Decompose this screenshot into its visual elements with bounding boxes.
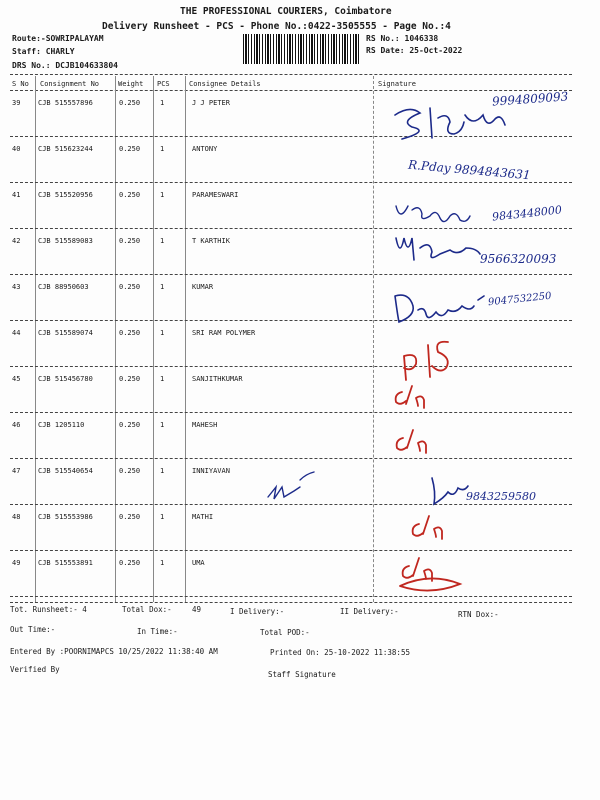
cell-weight: 0.250 bbox=[119, 329, 141, 337]
footer-rule bbox=[10, 602, 572, 603]
ii-delivery: II Delivery:- bbox=[340, 607, 399, 616]
cell-consignee: INNIYAVAN bbox=[192, 467, 230, 475]
cell-consignee: J J PETER bbox=[192, 99, 230, 107]
cell-weight: 0.250 bbox=[119, 513, 141, 521]
cell-pcs: 1 bbox=[160, 329, 165, 337]
cell-sno: 44 bbox=[12, 329, 21, 337]
cell-sno: 40 bbox=[12, 145, 21, 153]
staff-label: Staff: CHARLY bbox=[12, 47, 75, 56]
cell-weight: 0.250 bbox=[119, 283, 141, 291]
company-title: THE PROFESSIONAL COURIERS, Coimbatore bbox=[180, 6, 392, 17]
cell-consignee: KUMAR bbox=[192, 283, 214, 291]
printed-on: Printed On: 25-10-2022 11:38:55 bbox=[270, 648, 410, 657]
cell-weight: 0.250 bbox=[119, 191, 141, 199]
cell-sno: 41 bbox=[12, 191, 21, 199]
cell-weight: 0.250 bbox=[119, 237, 141, 245]
cell-consignment: CJB 515589083 bbox=[38, 237, 93, 245]
runsheet-subtitle: Delivery Runsheet - PCS - Phone No.:0422-3505555 - Page No.:4 bbox=[102, 21, 451, 32]
cell-consignment: CJB 1205110 bbox=[38, 421, 85, 429]
cell-pcs: 1 bbox=[160, 237, 165, 245]
total-dox-value: 49 bbox=[192, 605, 202, 614]
cell-weight: 0.250 bbox=[119, 421, 141, 429]
route-label: Route:-SOWRIPALAYAM bbox=[12, 34, 104, 43]
cell-sno: 43 bbox=[12, 283, 21, 291]
col-header-consignment: Consignment No bbox=[40, 80, 100, 88]
cell-weight: 0.250 bbox=[119, 145, 141, 153]
cell-sno: 39 bbox=[12, 99, 21, 107]
handwritten-phone: 9566320093 bbox=[480, 252, 557, 266]
cell-pcs: 1 bbox=[160, 467, 165, 475]
rs-number: RS No.: 1046338 bbox=[366, 34, 439, 43]
cell-consignee: PARAMESWARI bbox=[192, 191, 239, 199]
cell-consignment: CJB 515456780 bbox=[38, 375, 93, 383]
handwritten-phone: 9994809093 bbox=[491, 89, 569, 109]
cell-sno: 49 bbox=[12, 559, 21, 567]
handwritten-phone: 9843448000 bbox=[491, 203, 563, 224]
cell-consignment: CJB 515553986 bbox=[38, 513, 93, 521]
cell-pcs: 1 bbox=[160, 513, 165, 521]
col-header-consignee: Consignee Details bbox=[189, 80, 261, 88]
cell-consignment: CJB 515540654 bbox=[38, 467, 93, 475]
rs-date: RS Date: 25-Oct-2022 bbox=[366, 46, 463, 55]
tot-runsheet: Tot. Runsheet:- 4 bbox=[10, 605, 87, 614]
cell-consignment: CJB 515589074 bbox=[38, 329, 93, 337]
cell-consignee: MAHESH bbox=[192, 421, 218, 429]
cell-consignee: T KARTHIK bbox=[192, 237, 230, 245]
cell-consignee: SRI RAM POLYMER bbox=[192, 329, 256, 337]
cell-sno: 48 bbox=[12, 513, 21, 521]
cell-sno: 47 bbox=[12, 467, 21, 475]
cell-weight: 0.250 bbox=[119, 99, 141, 107]
cell-weight: 0.250 bbox=[119, 375, 141, 383]
cell-consignment: CJB 515520956 bbox=[38, 191, 93, 199]
total-pod: Total POD:- bbox=[260, 628, 310, 637]
cell-consignment: CJB 515553891 bbox=[38, 559, 93, 567]
col-header-pcs: PCS bbox=[157, 80, 170, 88]
cell-consignment: CJB 88950603 bbox=[38, 283, 89, 291]
cell-sno: 45 bbox=[12, 375, 21, 383]
cell-weight: 0.250 bbox=[119, 559, 141, 567]
staff-signature-label: Staff Signature bbox=[268, 670, 336, 679]
total-dox-label: Total Dox:- bbox=[122, 605, 172, 614]
cell-consignment: CJB 515557896 bbox=[38, 99, 93, 107]
cell-weight: 0.250 bbox=[119, 467, 141, 475]
cell-pcs: 1 bbox=[160, 99, 165, 107]
cell-pcs: 1 bbox=[160, 559, 165, 567]
cell-pcs: 1 bbox=[160, 145, 165, 153]
verified-by: Verified By bbox=[10, 665, 60, 674]
in-time: In Time:- bbox=[137, 627, 178, 636]
rtn-dox: RTN Dox:- bbox=[458, 610, 499, 619]
cell-pcs: 1 bbox=[160, 375, 165, 383]
col-header-weight: Weight bbox=[118, 80, 144, 88]
entered-by: Entered By :POORNIMAPCS 10/25/2022 11:38:40 AM bbox=[10, 647, 218, 656]
cell-consignee: ANTONY bbox=[192, 145, 218, 153]
cell-pcs: 1 bbox=[160, 283, 165, 291]
cell-pcs: 1 bbox=[160, 421, 165, 429]
cell-consignment: CJB 515623244 bbox=[38, 145, 93, 153]
cell-consignee: UMA bbox=[192, 559, 205, 567]
handwritten-phone: 9047532250 bbox=[487, 290, 553, 309]
cell-consignee: SANJITHKUMAR bbox=[192, 375, 243, 383]
drs-number: DRS No.: DCJB104633804 bbox=[12, 61, 118, 70]
cell-pcs: 1 bbox=[160, 191, 165, 199]
col-header-signature: Signature bbox=[378, 80, 416, 88]
cell-sno: 42 bbox=[12, 237, 21, 245]
out-time: Out Time:- bbox=[10, 625, 56, 634]
cell-sno: 46 bbox=[12, 421, 21, 429]
handwritten-phone: R.Pday 9894843631 bbox=[407, 157, 532, 183]
i-delivery: I Delivery:- bbox=[230, 607, 285, 616]
col-header-sno: S No bbox=[12, 80, 29, 88]
cell-consignee: MATHI bbox=[192, 513, 214, 521]
handwritten-phone: 9843259580 bbox=[466, 490, 536, 503]
